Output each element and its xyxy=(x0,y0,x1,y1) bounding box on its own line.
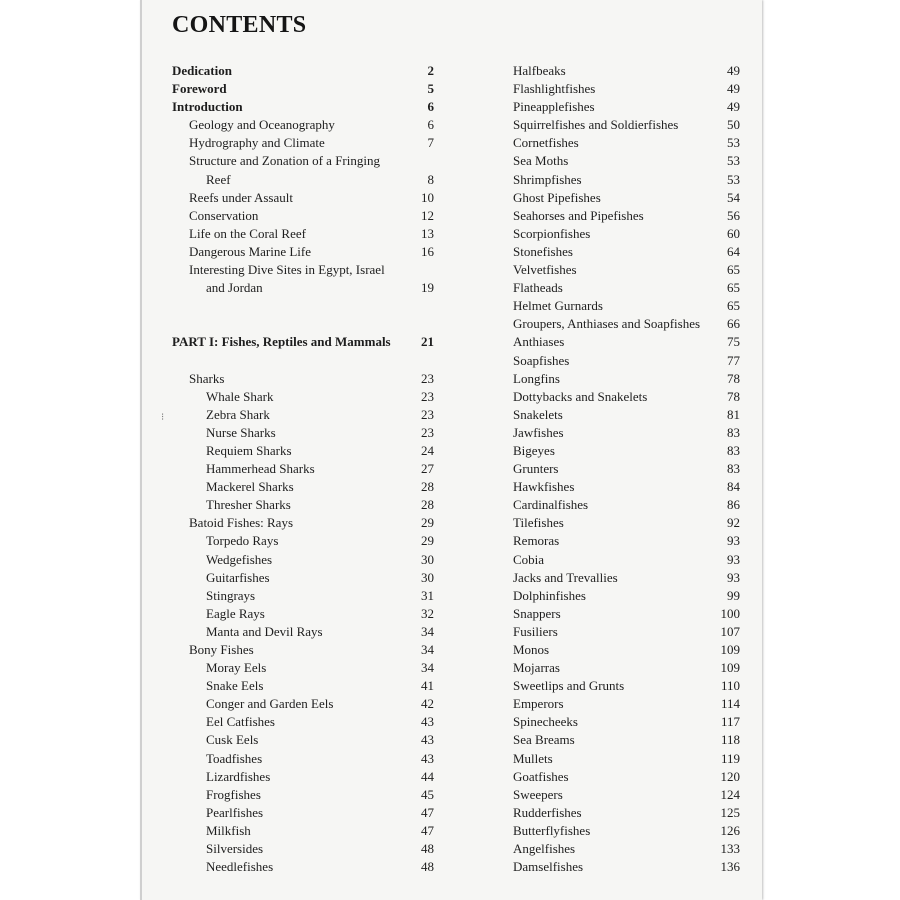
toc-entry-page: 48 xyxy=(421,841,434,857)
toc-entry-label: Conservation xyxy=(189,207,259,223)
toc-entry xyxy=(513,134,740,152)
toc-entry-label: Dedication xyxy=(172,63,232,78)
toc-entry-label: Hydrography and Climate xyxy=(189,135,325,151)
toc-entry-page: 124 xyxy=(720,786,740,802)
toc-entry xyxy=(513,623,740,641)
toc-entry-label: Mackerel Sharks xyxy=(206,479,294,495)
toc-entry-page: 23 xyxy=(421,370,434,386)
toc-entry-label: Pearlfishes xyxy=(206,804,264,820)
page-edge xyxy=(140,0,142,900)
toc-entry xyxy=(513,225,740,243)
toc-entry-label: Cusk Eels xyxy=(206,732,259,748)
toc-entry xyxy=(172,116,434,134)
toc-entry-label: Shrimpfishes xyxy=(513,171,582,187)
scan-mark: ⁝ xyxy=(161,412,165,423)
toc-entry-page: 78 xyxy=(727,388,740,404)
toc-entry xyxy=(513,514,740,532)
toc-entry-label: Reefs under Assault xyxy=(189,189,293,205)
toc-entry-page: 75 xyxy=(727,334,740,350)
toc-entry-label: Life on the Coral Reef xyxy=(189,225,306,241)
toc-entry-label: Sweetlips and Grunts xyxy=(513,678,625,694)
toc-entry-label: Interesting Dive Sites in Egypt, Israel xyxy=(189,262,385,278)
toc-entry xyxy=(513,478,740,496)
toc-entry xyxy=(513,713,740,731)
toc-entry-label: Butterflyfishes xyxy=(513,822,591,838)
toc-entry-page: 66 xyxy=(727,316,740,332)
toc-entry-page: 29 xyxy=(421,533,434,549)
toc-entry xyxy=(172,189,434,207)
toc-entry-page: 48 xyxy=(421,859,434,875)
toc-entry xyxy=(513,424,740,442)
toc-entry xyxy=(513,98,740,116)
toc-entry xyxy=(172,442,434,460)
toc-entry-page: 119 xyxy=(720,750,740,766)
toc-entry-page: 43 xyxy=(421,750,434,766)
toc-entry xyxy=(172,750,434,768)
toc-entry-page: 92 xyxy=(727,515,740,531)
toc-entry xyxy=(513,605,740,623)
page-title: CONTENTS xyxy=(172,12,307,38)
toc-entry-label: Nurse Sharks xyxy=(206,424,276,440)
toc-entry-label: Sweepers xyxy=(513,786,563,802)
toc-entry xyxy=(172,261,434,279)
toc-entry xyxy=(513,659,740,677)
toc-entry xyxy=(172,62,434,80)
toc-entry xyxy=(513,442,740,460)
toc-entry xyxy=(513,551,740,569)
toc-entry-label: Dottybacks and Snakelets xyxy=(513,388,648,404)
toc-entry-label: Guitarfishes xyxy=(206,569,270,585)
toc-entry-page: 23 xyxy=(421,406,434,422)
toc-entry xyxy=(513,279,740,297)
toc-entry xyxy=(172,152,434,170)
toc-entry-page: 49 xyxy=(727,99,740,115)
toc-entry-label: Jawfishes xyxy=(513,424,564,440)
toc-entry-label: Squirrelfishes and Soldierfishes xyxy=(513,117,679,133)
toc-entry xyxy=(513,587,740,605)
toc-entry xyxy=(172,786,434,804)
toc-entry-page: 28 xyxy=(421,479,434,495)
toc-left-column xyxy=(172,62,434,876)
toc-entry xyxy=(172,333,434,351)
toc-entry xyxy=(513,677,740,695)
toc-entry xyxy=(172,388,434,406)
toc-entry-page: 42 xyxy=(421,696,434,712)
toc-entry-page: 8 xyxy=(427,171,434,187)
toc-entry-page: 6 xyxy=(427,99,434,115)
toc-entry xyxy=(513,532,740,550)
toc-entry-page: 109 xyxy=(720,660,740,676)
toc-entry-page: 64 xyxy=(727,243,740,259)
toc-entry-page: 56 xyxy=(727,207,740,223)
toc-entry-page: 100 xyxy=(720,605,740,621)
toc-entry xyxy=(513,641,740,659)
toc-entry xyxy=(513,261,740,279)
toc-entry-page: 23 xyxy=(421,424,434,440)
toc-entry-label: Stingrays xyxy=(206,587,256,603)
toc-entry-page: 93 xyxy=(727,551,740,567)
toc-entry-page: 23 xyxy=(421,388,434,404)
toc-entry-label: Snappers xyxy=(513,605,561,621)
toc-entry xyxy=(513,822,740,840)
toc-entry-label: Groupers, Anthiases and Soapfishes xyxy=(513,316,701,332)
toc-entry-label: Cardinalfishes xyxy=(513,497,589,513)
toc-entry-label: Zebra Shark xyxy=(206,406,270,422)
toc-entry-page: 21 xyxy=(421,334,434,350)
toc-entry-label: Sea Breams xyxy=(513,732,575,748)
toc-entry xyxy=(513,731,740,749)
toc-entry-page: 81 xyxy=(727,406,740,422)
toc-entry xyxy=(172,406,434,424)
toc-entry-page: 93 xyxy=(727,569,740,585)
toc-entry-label: Structure and Zonation of a Fringing xyxy=(189,153,380,169)
toc-entry-label: Wedgefishes xyxy=(206,551,273,567)
toc-entry xyxy=(172,768,434,786)
toc-entry-page: 99 xyxy=(727,587,740,603)
toc-entry-page: 107 xyxy=(720,623,740,639)
toc-entry-label: Introduction xyxy=(172,99,243,115)
toc-entry-label: Needlefishes xyxy=(206,859,274,875)
toc-entry-label: Velvetfishes xyxy=(513,262,577,278)
toc-entry-label: Goatfishes xyxy=(513,768,569,784)
toc-entry-page: 7 xyxy=(427,135,434,151)
toc-entry xyxy=(172,80,434,98)
toc-entry xyxy=(513,315,740,333)
toc-entry-page: 24 xyxy=(421,442,434,458)
toc-spacer xyxy=(172,297,434,333)
toc-entry-label: Sea Moths xyxy=(513,153,569,169)
toc-entry-label: Hammerhead Sharks xyxy=(206,461,315,477)
toc-entry-page: 126 xyxy=(720,822,740,838)
toc-entry xyxy=(172,134,434,152)
toc-entry-label: Flatheads xyxy=(513,280,563,296)
toc-entry-label: Snake Eels xyxy=(206,678,264,694)
toc-entry xyxy=(513,171,740,189)
toc-entry-label: Grunters xyxy=(513,461,559,477)
toc-entry xyxy=(172,677,434,695)
toc-entry xyxy=(513,786,740,804)
toc-entry xyxy=(172,804,434,822)
toc-entry xyxy=(172,171,434,189)
toc-entry-page: 34 xyxy=(421,660,434,676)
toc-entry-page: 53 xyxy=(727,171,740,187)
toc-entry-label: Whale Shark xyxy=(206,388,274,404)
toc-entry-page: 41 xyxy=(421,678,434,694)
toc-entry-page: 43 xyxy=(421,714,434,730)
toc-entry-label: Spinecheeks xyxy=(513,714,578,730)
toc-entry-label: Bony Fishes xyxy=(189,642,254,657)
toc-entry xyxy=(172,623,434,641)
toc-entry-label: Flashlightfishes xyxy=(513,81,596,97)
toc-entry xyxy=(513,750,740,768)
toc-entry-label: Cornetfishes xyxy=(513,135,579,151)
toc-entry-label: Cobia xyxy=(513,551,545,567)
toc-entry xyxy=(172,695,434,713)
toc-entry xyxy=(172,731,434,749)
toc-entry xyxy=(172,243,434,261)
toc-entry-page: 93 xyxy=(727,533,740,549)
toc-entry-page: 43 xyxy=(421,732,434,748)
toc-entry-label: Eel Catfishes xyxy=(206,714,275,730)
toc-entry xyxy=(513,189,740,207)
toc-entry-label: Snakelets xyxy=(513,406,563,422)
toc-entry xyxy=(172,569,434,587)
toc-entry xyxy=(172,858,434,876)
toc-entry-label: Rudderfishes xyxy=(513,804,582,820)
toc-entry-page: 65 xyxy=(727,280,740,296)
toc-entry-page: 47 xyxy=(421,804,434,820)
toc-entry-page: 34 xyxy=(421,623,434,639)
toc-entry xyxy=(172,225,434,243)
toc-spacer xyxy=(172,352,434,370)
toc-entry-label: Bigeyes xyxy=(513,442,555,458)
toc-entry-page: 27 xyxy=(421,461,434,477)
toc-entry-page: 44 xyxy=(421,768,434,784)
toc-entry-label: Damselfishes xyxy=(513,859,584,875)
toc-entry xyxy=(172,478,434,496)
toc-entry-label: Lizardfishes xyxy=(206,768,271,784)
toc-entry xyxy=(513,207,740,225)
toc-entry-page: 50 xyxy=(727,117,740,133)
toc-entry-label: Scorpionfishes xyxy=(513,225,591,241)
toc-entry xyxy=(172,641,434,659)
toc-entry-page: 5 xyxy=(427,81,434,97)
toc-entry-label: Batoid Fishes: Rays xyxy=(189,515,294,531)
toc-entry-label: Toadfishes xyxy=(206,750,263,766)
toc-entry-page: 49 xyxy=(727,63,740,78)
toc-entry-page: 114 xyxy=(720,696,740,712)
toc-entry xyxy=(513,116,740,134)
toc-entry xyxy=(172,659,434,677)
toc-entry xyxy=(513,569,740,587)
toc-entry-label: Reef xyxy=(206,171,231,187)
toc-entry-label: PART I: Fishes, Reptiles and Mammals xyxy=(172,334,391,350)
toc-entry-label: Fusiliers xyxy=(513,623,558,639)
toc-entry-page: 31 xyxy=(421,587,434,603)
toc-entry-label: Dangerous Marine Life xyxy=(189,243,312,259)
toc-entry xyxy=(172,460,434,478)
toc-entry-page: 118 xyxy=(720,732,740,748)
toc-entry xyxy=(172,496,434,514)
toc-entry-page: 10 xyxy=(421,189,434,205)
toc-entry-label: Angelfishes xyxy=(513,841,576,857)
toc-entry-page: 32 xyxy=(421,605,434,621)
toc-entry-label: Longfins xyxy=(513,370,560,386)
toc-entry-label: Hawkfishes xyxy=(513,479,575,495)
toc-entry-label: Soapfishes xyxy=(513,352,570,368)
toc-entry-page: 120 xyxy=(720,768,740,784)
toc-entry-label: Geology and Oceanography xyxy=(189,117,335,133)
toc-entry xyxy=(172,279,434,297)
toc-entry-page: 65 xyxy=(727,262,740,278)
toc-entry-label: Dolphinfishes xyxy=(513,587,586,603)
toc-entry-page: 83 xyxy=(727,461,740,477)
toc-entry xyxy=(513,333,740,351)
toc-entry-label: Jacks and Trevallies xyxy=(513,569,618,585)
toc-entry xyxy=(172,207,434,225)
toc-entry-page: 65 xyxy=(727,298,740,314)
toc-entry-page: 117 xyxy=(720,714,740,730)
toc-entry xyxy=(513,804,740,822)
toc-entry xyxy=(172,605,434,623)
toc-entry-page: 125 xyxy=(720,804,740,820)
toc-entry-page: 53 xyxy=(727,135,740,151)
toc-entry-label: Eagle Rays xyxy=(206,605,265,621)
toc-entry xyxy=(513,370,740,388)
toc-entry-page: 30 xyxy=(421,569,434,585)
toc-entry xyxy=(172,98,434,116)
toc-entry xyxy=(172,713,434,731)
toc-entry xyxy=(172,822,434,840)
toc-entry xyxy=(513,695,740,713)
toc-entry xyxy=(172,551,434,569)
toc-entry-page: 29 xyxy=(421,515,434,531)
toc-entry xyxy=(513,496,740,514)
toc-entry-label: Requiem Sharks xyxy=(206,442,292,458)
toc-entry-label: Manta and Devil Rays xyxy=(206,623,323,639)
toc-entry-page: 54 xyxy=(727,189,740,205)
toc-entry-label: and Jordan xyxy=(206,280,263,296)
toc-entry xyxy=(172,840,434,858)
toc-entry-page: 16 xyxy=(421,243,434,259)
toc-right-column xyxy=(513,62,740,876)
toc-entry xyxy=(172,514,434,532)
toc-entry-label: Frogfishes xyxy=(206,786,261,802)
toc-entry-page: 6 xyxy=(427,117,434,133)
toc-entry-label: Thresher Sharks xyxy=(206,497,291,513)
toc-entry xyxy=(172,587,434,605)
toc-entry-label: Tilefishes xyxy=(513,515,564,531)
toc-entry xyxy=(513,80,740,98)
toc-entry-label: Torpedo Rays xyxy=(206,533,279,549)
toc-entry-page: 13 xyxy=(421,225,434,241)
toc-entry-label: Sharks xyxy=(189,370,225,386)
toc-entry-page: 34 xyxy=(421,642,434,657)
toc-entry-page: 53 xyxy=(727,153,740,169)
toc-entry-label: Halfbeaks xyxy=(513,63,566,78)
toc-entry-page: 133 xyxy=(720,841,740,857)
toc-entry-page: 30 xyxy=(421,551,434,567)
toc-entry xyxy=(513,152,740,170)
toc-entry xyxy=(513,388,740,406)
toc-entry-label: Remoras xyxy=(513,533,560,549)
toc-entry-label: Milkfish xyxy=(206,822,251,838)
toc-entry xyxy=(513,768,740,786)
toc-entry-page: 86 xyxy=(727,497,740,513)
toc-entry-page: 2 xyxy=(427,63,434,78)
toc-entry-page: 110 xyxy=(720,678,740,694)
toc-entry-label: Silversides xyxy=(206,841,264,857)
toc-entry-label: Mullets xyxy=(513,750,553,766)
toc-entry-page: 83 xyxy=(727,442,740,458)
toc-entry-page: 12 xyxy=(421,207,434,223)
toc-entry-label: Emperors xyxy=(513,696,564,712)
toc-entry-page: 136 xyxy=(720,859,740,875)
toc-entry-page: 28 xyxy=(421,497,434,513)
toc-entry-page: 49 xyxy=(727,81,740,97)
toc-entry-page: 45 xyxy=(421,786,434,802)
toc-entry-label: Conger and Garden Eels xyxy=(206,696,334,712)
toc-entry xyxy=(172,532,434,550)
toc-entry-label: Ghost Pipefishes xyxy=(513,189,601,205)
toc-entry xyxy=(172,424,434,442)
toc-entry-label: Monos xyxy=(513,642,550,657)
toc-entry-label: Stonefishes xyxy=(513,243,573,259)
toc-entry xyxy=(172,370,434,388)
toc-entry-page: 77 xyxy=(727,352,740,368)
toc-entry xyxy=(513,840,740,858)
toc-entry-label: Foreword xyxy=(172,81,227,97)
toc-entry-label: Anthiases xyxy=(513,334,565,350)
toc-entry-label: Mojarras xyxy=(513,660,560,676)
toc-entry-label: Helmet Gurnards xyxy=(513,298,603,314)
toc-entry-page: 109 xyxy=(720,642,740,657)
toc-entry xyxy=(513,352,740,370)
toc-entry xyxy=(513,406,740,424)
toc-entry-page: 60 xyxy=(727,225,740,241)
toc-entry xyxy=(513,297,740,315)
toc-entry-label: Seahorses and Pipefishes xyxy=(513,207,644,223)
toc-entry-page: 78 xyxy=(727,370,740,386)
toc-entry-page: 83 xyxy=(727,424,740,440)
toc-entry-label: Moray Eels xyxy=(206,660,267,676)
toc-entry xyxy=(513,62,740,80)
toc-entry xyxy=(513,243,740,261)
toc-entry-page: 84 xyxy=(727,479,740,495)
toc-entry-page: 19 xyxy=(421,280,434,296)
toc-entry xyxy=(513,460,740,478)
toc-entry-label: Pineapplefishes xyxy=(513,99,595,115)
toc-entry xyxy=(513,858,740,876)
toc-entry-page: 47 xyxy=(421,822,434,838)
